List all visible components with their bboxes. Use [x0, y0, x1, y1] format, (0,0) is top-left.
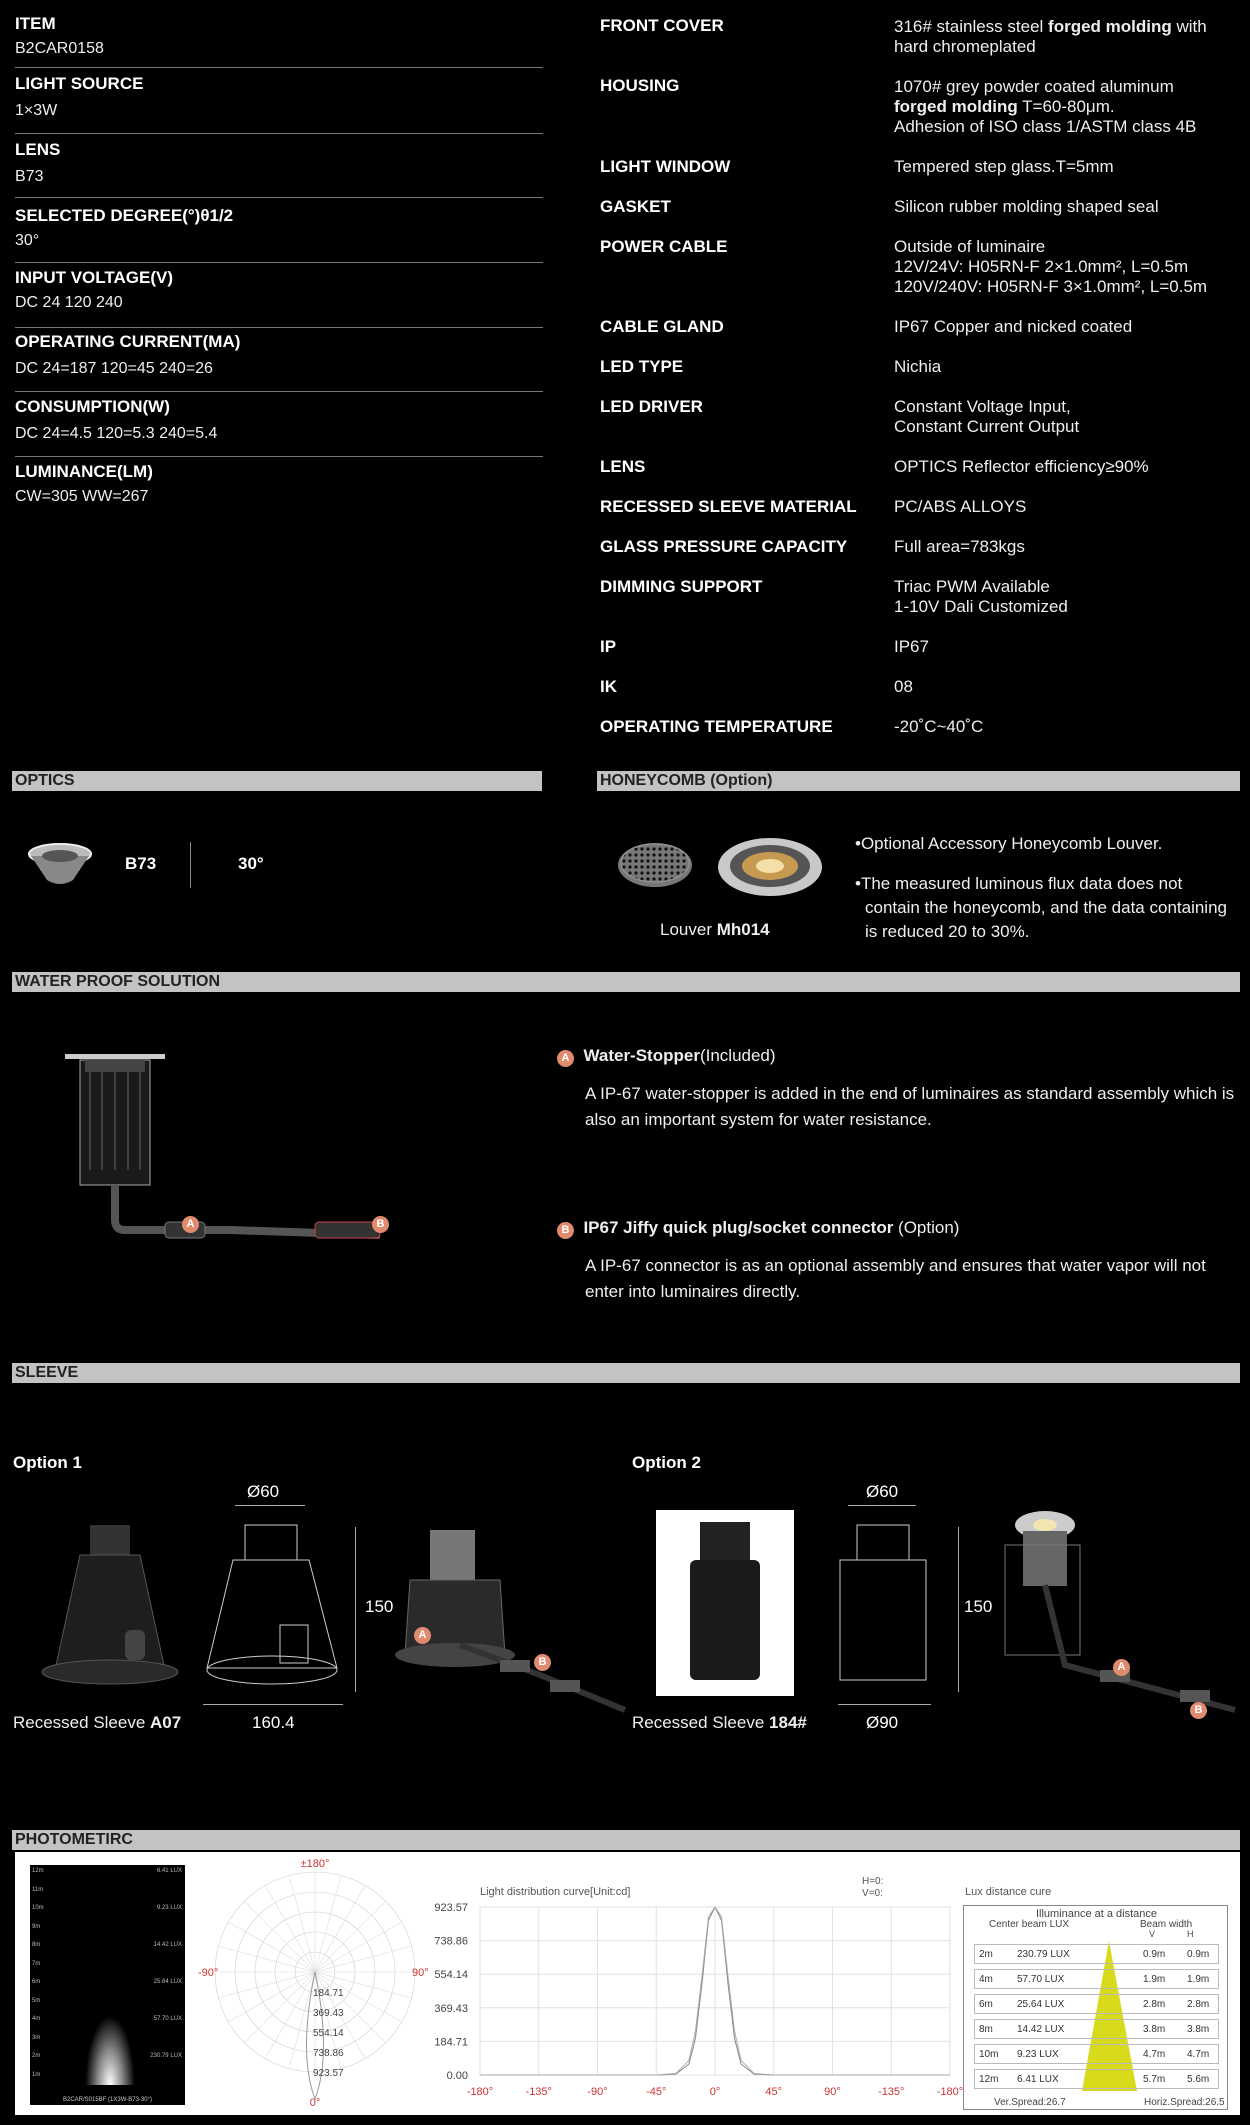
h-legend: H=0: — [862, 1876, 884, 1887]
sim-level-label: 6m — [32, 1979, 41, 1985]
curve-title: Light distribution curve[Unit:cd] — [480, 1886, 631, 1898]
polar-value-label: 184.71 — [313, 1988, 344, 1999]
spec-label: OPERATING TEMPERATURE — [600, 717, 833, 736]
caption-model: 184# — [769, 1713, 807, 1732]
lux-h-width: 4.7m — [1187, 2049, 1210, 2060]
spec-value: IP67 Copper and nicked coated — [894, 317, 1133, 336]
honeycomb-louver-icon — [615, 840, 695, 890]
lux-distance: 2m — [979, 1949, 993, 1960]
sim-level-label: 4m — [32, 2016, 41, 2022]
lux-title: Lux distance cure — [965, 1886, 1052, 1898]
lux-col-beam: Beam width — [1140, 1919, 1193, 1930]
caption-text: Recessed Sleeve — [632, 1713, 770, 1732]
chart-y-tick: 0.00 — [446, 2070, 468, 2082]
spec-row — [15, 462, 543, 512]
spec-label: FRONT COVER — [600, 16, 724, 35]
marker-a-badge: A — [414, 1627, 431, 1644]
spec-value: DC 24=187 120=45 240=26 — [15, 360, 213, 377]
luminaire-with-louver-icon — [715, 835, 825, 900]
sleeve2-marker-b — [1190, 1700, 1207, 1719]
section-bar-waterproof: WATER PROOF SOLUTION — [12, 972, 1240, 992]
lux-row — [974, 1994, 1219, 2014]
sleeve2-diameter: Ø60 — [866, 1482, 899, 1501]
dim-line — [203, 1704, 343, 1705]
section-bar-optics: OPTICS — [12, 771, 542, 791]
sleeve-184-image — [656, 1510, 794, 1696]
sleeve1-caption — [13, 1713, 181, 1733]
caption-model: Mh014 — [716, 920, 770, 939]
spec-label: SELECTED DEGREE(°)θ1/2 — [15, 206, 234, 225]
connector-desc: A IP-67 connector is as an optional assembly and ensures that water vapor will not enter into luminaires directly. — [585, 1256, 1206, 1301]
spec-row — [15, 140, 543, 198]
v-legend: V=0: — [862, 1888, 883, 1899]
water-stopper-desc: A IP-67 water-stopper is added in the end of luminaires as standard assembly which is also an important system for water resistance. — [585, 1084, 1235, 1129]
waterproof-assembly-diagram — [60, 1050, 450, 1280]
optics-degree: 30° — [238, 854, 264, 873]
sleeve1-width: 160.4 — [252, 1713, 295, 1732]
lux-v-width: 5.7m — [1143, 2074, 1166, 2085]
spec-value-text: T=60-80μm. Adhesion of ISO class 1/ASTM class 4B — [894, 97, 1197, 136]
sleeve-marker-b — [534, 1652, 551, 1671]
sleeve2-width: Ø90 — [866, 1713, 899, 1732]
chart-y-tick: 923.57 — [434, 1902, 468, 1914]
lux-value: 230.79 LUX — [1017, 1949, 1070, 1960]
spec-label: INPUT VOLTAGE(V) — [15, 268, 174, 287]
sleeve2-marker-a — [1113, 1657, 1130, 1676]
chart-x-tick: 0° — [709, 2086, 721, 2098]
sim-level-label: 8m — [32, 1942, 41, 1948]
lux-header: Illuminance at a distance — [1035, 1908, 1158, 1920]
marker-a-badge: A — [1113, 1659, 1130, 1676]
spec-value: Outside of luminaire 12V/24V: H05RN-F 2×1.0mm², L=0.5m 120V/240V: H05RN-F 3×1.0mm², L=0.5m — [894, 237, 1208, 296]
chart-x-tick: -45° — [646, 2086, 667, 2098]
lux-h-width: 3.8m — [1187, 2024, 1210, 2035]
spec-label: LENS — [600, 457, 646, 476]
lux-row — [974, 1969, 1219, 1989]
lux-distance: 12m — [979, 2074, 999, 2085]
spec-value: -20˚C~40˚C — [894, 717, 984, 736]
spec-value-text: 316# stainless steel — [894, 17, 1049, 36]
sim-level-label: 9m — [32, 1923, 41, 1930]
sim-lux-label: 6.41 LUX — [156, 1868, 182, 1874]
polar-diagram — [190, 1854, 440, 2114]
spec-label: GASKET — [600, 197, 671, 216]
lux-v-width: 2.8m — [1143, 1999, 1166, 2010]
spec-value: Tempered step glass.T=5mm — [894, 157, 1114, 176]
spec-value-bold: forged molding — [894, 97, 1018, 116]
lux-distance: 4m — [979, 1974, 993, 1985]
spec-label: IK — [600, 677, 617, 696]
photometric-panel — [15, 1852, 1240, 2115]
sleeve1-diameter: Ø60 — [247, 1482, 280, 1501]
sleeve-a07-drawing — [205, 1520, 345, 1695]
spec-value: B73 — [15, 168, 44, 185]
sim-lux-label: 9.23 LUX — [156, 1905, 182, 1911]
option2-title: Option 2 — [632, 1453, 701, 1472]
lux-distance: 10m — [979, 2049, 999, 2060]
sim-level-label: 3m — [32, 2034, 41, 2041]
dim-line — [355, 1527, 356, 1692]
honeycomb-caption — [660, 920, 770, 940]
sim-lux-label: 57.70 LUX — [153, 2016, 182, 2022]
lux-row — [974, 1944, 1219, 1964]
lux-table — [963, 1905, 1228, 2110]
chart-x-tick: -180° — [936, 2086, 964, 2098]
light-distribution-chart — [420, 1897, 964, 2112]
sleeve-184-shape — [656, 1510, 794, 1696]
ver-spread: Ver.Spread:26.7 — [994, 2097, 1066, 2108]
lux-h-width: 0.9m — [1187, 1949, 1210, 1960]
beam-simulation — [30, 1865, 185, 2105]
lux-value: 6.41 LUX — [1017, 2074, 1059, 2085]
spec-label: LIGHT SOURCE — [15, 74, 144, 93]
sim-level-label: 7m — [32, 1960, 41, 1967]
spec-label: ITEM — [15, 14, 56, 33]
sim-level-label: 10m — [32, 1905, 44, 1911]
spec-value-text: with hard chromeplated — [894, 17, 1207, 56]
connector-suffix: (Option) — [893, 1218, 960, 1237]
spec-row — [15, 74, 543, 134]
polar-value-label: 369.43 — [313, 2008, 344, 2019]
spec-label: CABLE GLAND — [600, 317, 724, 336]
lux-value: 57.70 LUX — [1017, 1974, 1065, 1985]
spec-value: 08 — [894, 677, 913, 696]
spec-value: Constant Voltage Input, Constant Current Output — [894, 397, 1080, 436]
sim-level-label: 2m — [32, 2053, 41, 2059]
spec-row — [15, 397, 543, 457]
sim-level-label: 12m — [32, 1868, 44, 1874]
chart-x-tick: -180° — [466, 2086, 494, 2098]
dim-line — [235, 1505, 305, 1506]
chart-x-tick: -90° — [587, 2086, 608, 2098]
hor-spread: Horiz.Spread:26.5 — [1144, 2097, 1225, 2108]
spec-label: DIMMING SUPPORT — [600, 577, 763, 596]
lux-value: 25.64 LUX — [1017, 1999, 1065, 2010]
spec-value: CW=305 WW=267 — [15, 488, 149, 505]
water-stopper-title: Water-Stopper — [583, 1046, 700, 1065]
bullet-text: The measured luminous flux data does not contain the honeycomb, and the data containing is reduced 20 to 30%. — [860, 874, 1227, 941]
marker-b — [372, 1214, 389, 1233]
chart-x-ticks — [467, 2086, 963, 2098]
caption-text: Recessed Sleeve — [13, 1713, 151, 1732]
sleeve-a07-image — [40, 1520, 180, 1695]
honeycomb-bullet: •Optional Accessory Honeycomb Louver. — [855, 834, 1163, 853]
chart-x-tick: 45° — [765, 2086, 783, 2098]
lux-v-width: 1.9m — [1143, 1974, 1166, 1985]
marker-b-badge: B — [534, 1654, 551, 1671]
honeycomb-bullet: •The measured luminous flux data does not contain the honeycomb, and the data containing is reduced 20 to 30%. — [855, 874, 1227, 941]
spec-row — [15, 268, 543, 328]
beam-glow — [85, 2015, 135, 2085]
sleeve-184-drawing — [835, 1520, 935, 1695]
lux-distance: 6m — [979, 1999, 993, 2010]
chart-y-tick: 554.14 — [434, 1969, 468, 1982]
spec-row — [15, 332, 543, 392]
spec-label: OPERATING CURRENT(MA) — [15, 332, 241, 351]
sim-lux-label: 14.42 LUX — [153, 1942, 182, 1948]
spec-value: IP67 — [894, 637, 929, 656]
spec-label: RECESSED SLEEVE MATERIAL — [600, 497, 857, 516]
lux-h-width: 2.8m — [1187, 1999, 1210, 2010]
spec-label: IP — [600, 637, 617, 656]
lux-row — [974, 2069, 1219, 2089]
sleeve2-height: 150 — [964, 1597, 993, 1616]
sim-caption: B2CAR/S015BF (1X3W-B73-30°) — [63, 2097, 152, 2103]
lux-v-width: 0.9m — [1143, 1949, 1166, 1960]
spec-value: 30° — [15, 232, 40, 249]
lux-h-width: 1.9m — [1187, 1974, 1210, 1985]
water-stopper-block — [557, 1046, 1237, 1133]
caption-text: Louver — [660, 920, 717, 939]
spec-row — [15, 14, 543, 68]
chart-y-tick: 738.86 — [434, 1935, 468, 1948]
marker-a — [182, 1214, 199, 1233]
sleeve-a07-installed — [390, 1525, 630, 1715]
chart-x-tick: 90° — [824, 2086, 841, 2098]
spec-value-text: 1070# grey powder coated aluminum — [894, 77, 1174, 96]
polar-value-label: 554.14 — [313, 2028, 344, 2039]
spec-value: 1×3W — [15, 102, 58, 119]
water-stopper-suffix: (Included) — [699, 1046, 776, 1065]
lux-value: 9.23 LUX — [1017, 2049, 1059, 2060]
polar-label-left: -90° — [198, 1967, 219, 1979]
marker-a-badge: A — [182, 1216, 199, 1233]
spec-value: PC/ABS ALLOYS — [894, 497, 1027, 516]
chart-y-ticks — [434, 1902, 468, 2082]
spec-value — [894, 77, 1196, 137]
section-bar-honeycomb: HONEYCOMB (Option) — [597, 771, 1240, 791]
spec-value: DC 24 120 240 — [15, 294, 123, 311]
sim-level-label: 1m — [32, 2071, 41, 2078]
lux-v-width: 4.7m — [1143, 2049, 1166, 2060]
spec-value: Silicon rubber molding shaped seal — [894, 197, 1159, 216]
optics-divider — [190, 842, 191, 888]
chart-grid — [480, 1907, 950, 2075]
section-bar-sleeve: SLEEVE — [12, 1363, 1240, 1383]
spec-label: LED TYPE — [600, 357, 684, 376]
option1-title: Option 1 — [13, 1453, 82, 1472]
polar-label-right: 90° — [412, 1967, 429, 1979]
polar-value-label: 923.57 — [313, 2068, 344, 2079]
optics-lens: B73 — [125, 854, 157, 873]
dim-line — [848, 1505, 916, 1506]
sim-lux-label: 230.79 LUX — [150, 2053, 182, 2059]
spec-value: DC 24=4.5 120=5.3 240=5.4 — [15, 425, 218, 442]
spec-value-bold: forged molding — [1048, 17, 1172, 36]
dim-line — [838, 1704, 931, 1705]
lux-value: 14.42 LUX — [1017, 2024, 1065, 2035]
lux-h-width: 5.6m — [1187, 2074, 1210, 2085]
polar-label-bottom: 0° — [309, 2097, 321, 2109]
sleeve2-caption — [632, 1713, 807, 1733]
spec-label: LENS — [15, 140, 61, 159]
sleeve-184-installed — [1005, 1505, 1245, 1720]
marker-b-badge: B — [372, 1216, 389, 1233]
lux-row — [974, 2019, 1219, 2039]
chart-x-tick: -135° — [525, 2086, 552, 2098]
chart-y-tick: 184.71 — [434, 2036, 468, 2049]
lux-col-h: H — [1187, 1929, 1194, 1939]
spec-label: POWER CABLE — [600, 237, 728, 256]
polar-label-top: ±180° — [300, 1858, 330, 1870]
spec-value: OPTICS Reflector efficiency≥90% — [894, 457, 1149, 476]
lux-v-width: 3.8m — [1143, 2024, 1166, 2035]
marker-b-badge: B — [557, 1222, 574, 1239]
lux-row — [974, 2044, 1219, 2064]
sim-lux-label: 25.64 LUX — [153, 1979, 182, 1985]
spec-row — [15, 206, 543, 263]
lux-col-center: Center beam LUX — [989, 1919, 1070, 1930]
sim-level-label: 11m — [32, 1886, 44, 1893]
spec-value: Full area=783kgs — [894, 537, 1025, 556]
marker-b-badge: B — [1190, 1702, 1207, 1719]
sleeve-marker-a — [414, 1625, 431, 1644]
lux-col-v: V — [1149, 1929, 1156, 1939]
spec-value: B2CAR0158 — [15, 40, 104, 57]
spec-value — [894, 17, 1207, 57]
spec-label: GLASS PRESSURE CAPACITY — [600, 537, 848, 556]
connector-block — [557, 1218, 1237, 1305]
spec-value: Nichia — [894, 357, 942, 376]
dim-line — [958, 1527, 959, 1692]
lux-distance: 8m — [979, 2024, 993, 2035]
spec-label: LIGHT WINDOW — [600, 157, 731, 176]
bullet-text: Optional Accessory Honeycomb Louver. — [860, 834, 1163, 853]
sleeve1-height: 150 — [365, 1597, 394, 1616]
spec-value: Triac PWM Available 1-10V Dali Customized — [894, 577, 1068, 616]
lens-reflector-icon — [25, 840, 95, 890]
section-bar-photometric: PHOTOMETIRC — [12, 1830, 1240, 1850]
marker-a-badge: A — [557, 1050, 574, 1067]
spec-label: HOUSING — [600, 76, 680, 95]
caption-model: A07 — [150, 1713, 182, 1732]
sim-level-label: 5m — [32, 1997, 41, 2004]
connector-title: IP67 Jiffy quick plug/socket connector — [583, 1218, 894, 1237]
chart-y-tick: 369.43 — [434, 2002, 468, 2015]
spec-label: LUMINANCE(LM) — [15, 462, 153, 481]
spec-label: LED DRIVER — [600, 397, 703, 416]
polar-value-label: 738.86 — [313, 2048, 344, 2059]
chart-x-tick: -135° — [878, 2086, 905, 2098]
spec-label: CONSUMPTION(W) — [15, 397, 170, 416]
polar-value-labels — [313, 1988, 344, 2079]
